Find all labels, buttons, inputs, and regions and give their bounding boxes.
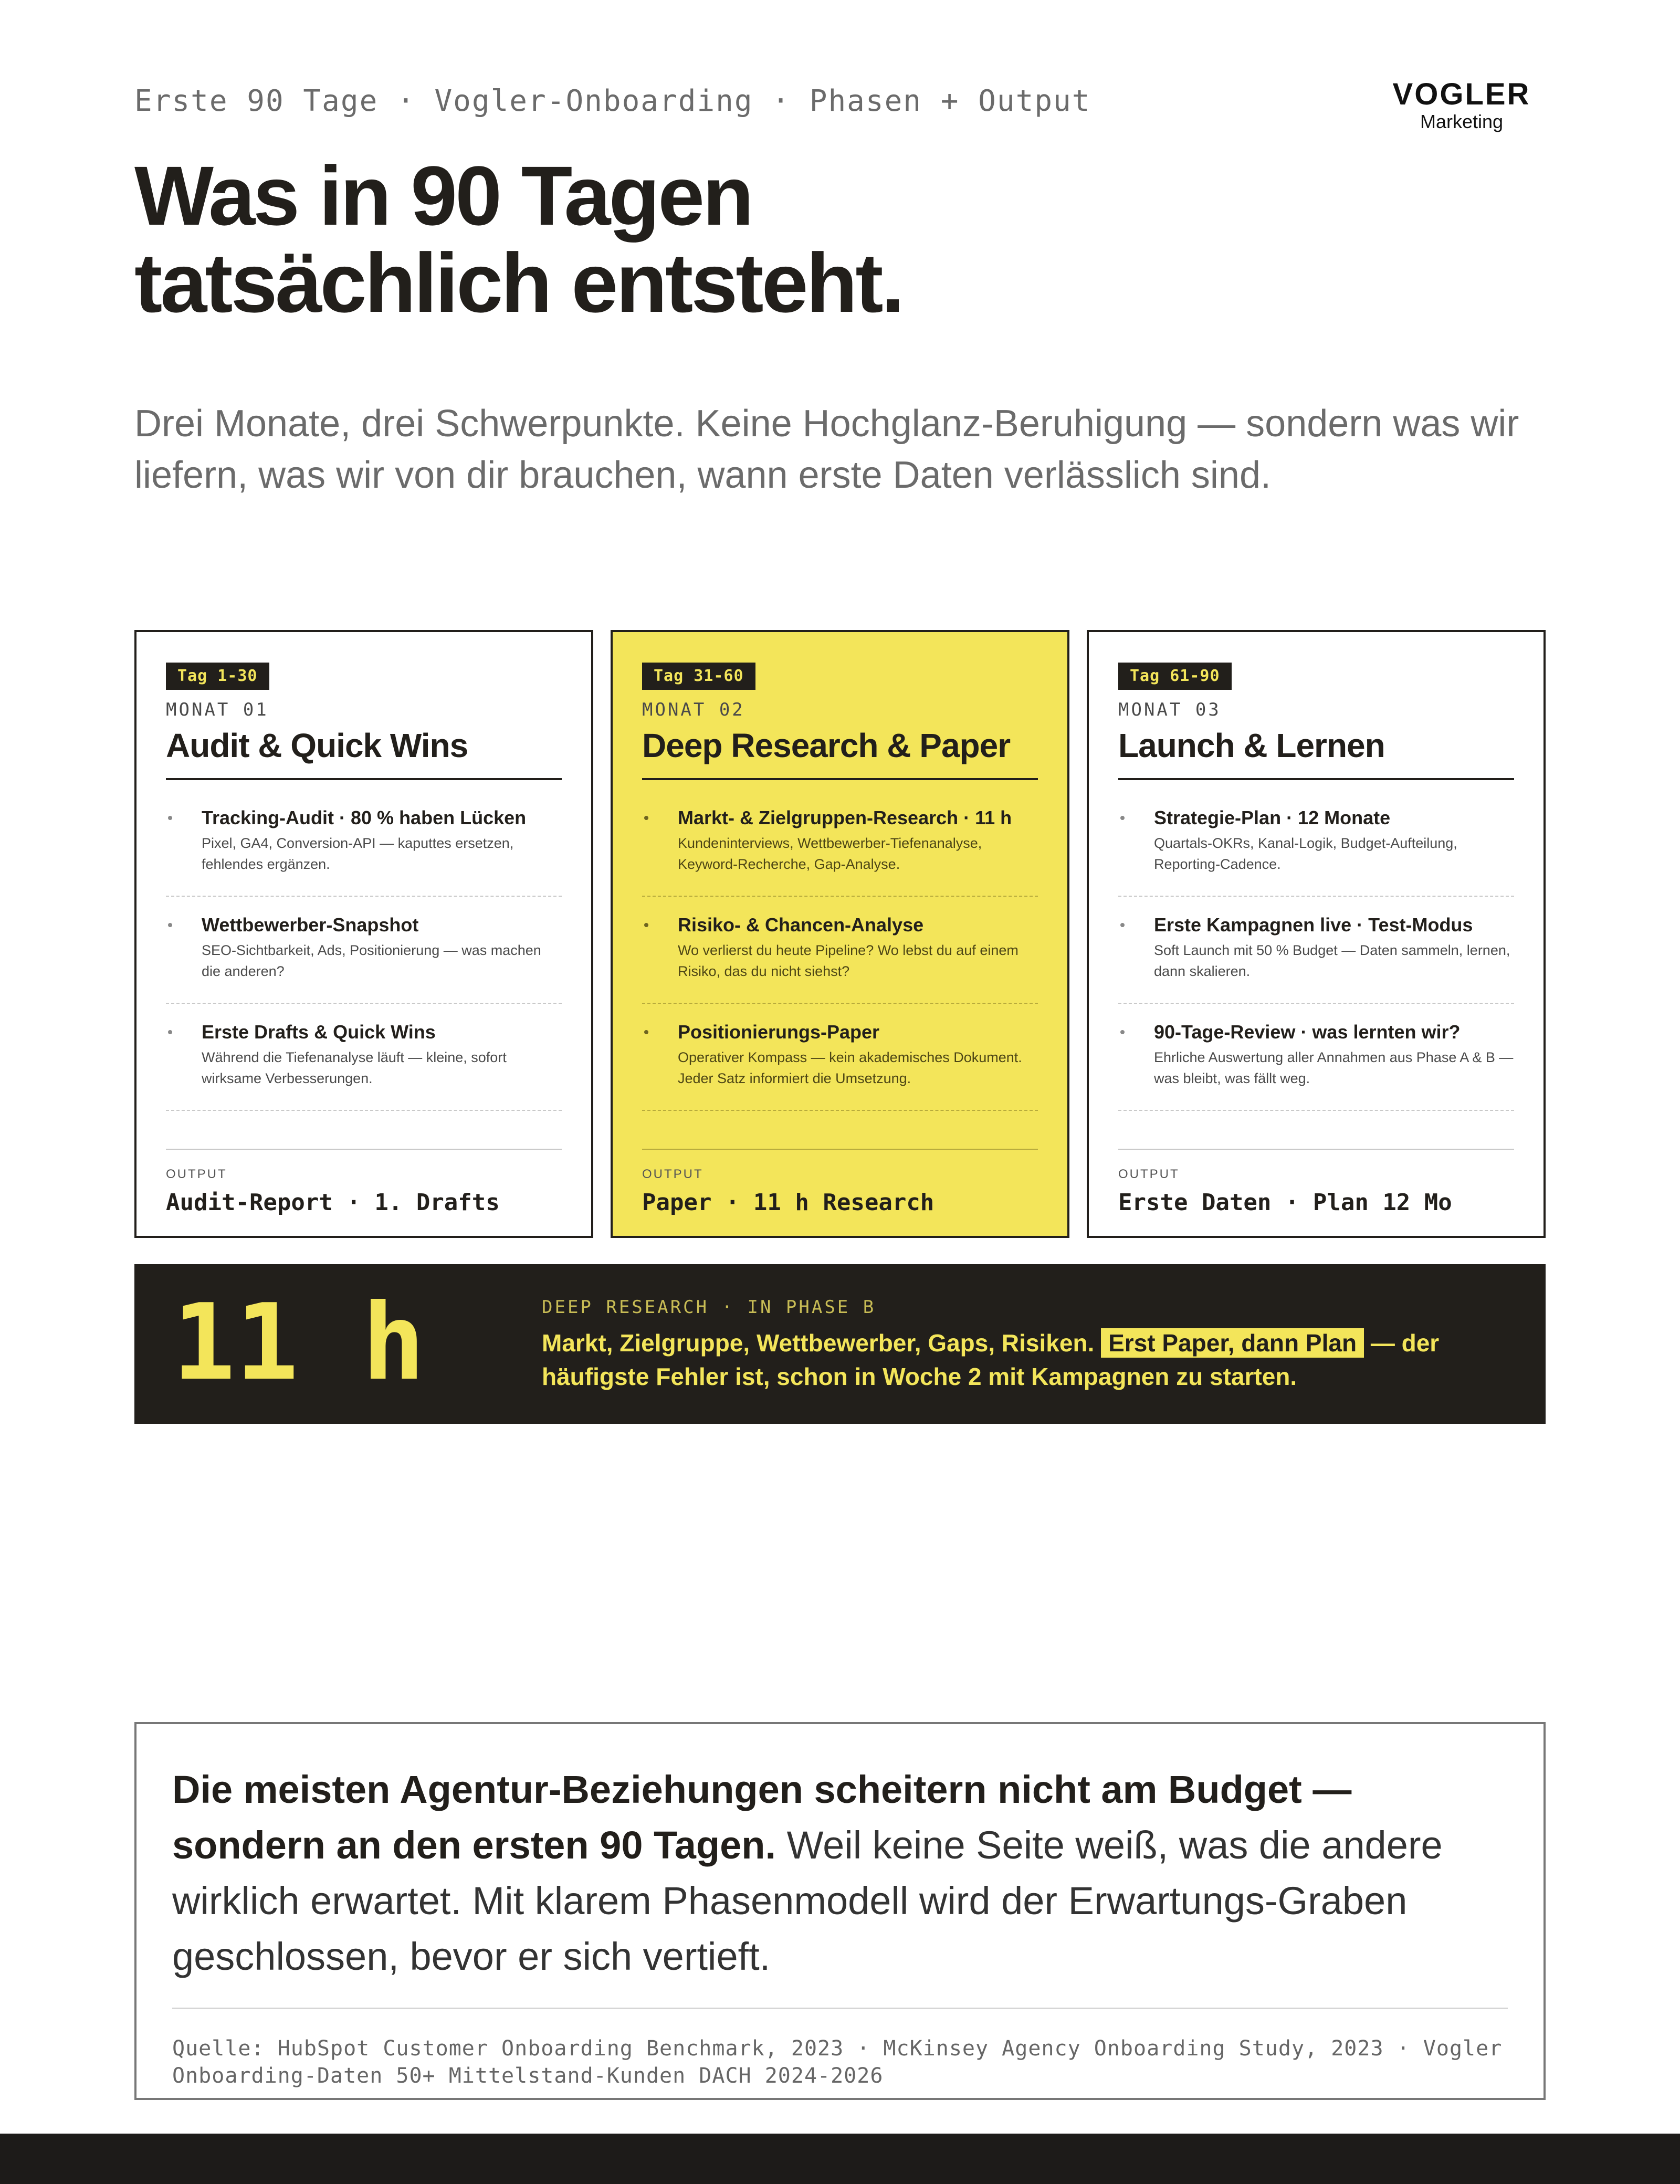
quote-text [172, 1762, 1508, 1984]
output-value: Paper · 11 h Research [642, 1189, 934, 1216]
bullet-icon [168, 923, 172, 927]
callout-kicker: DEEP RESEARCH · IN PHASE B [542, 1297, 876, 1318]
phase-title: Audit & Quick Wins [166, 724, 562, 780]
list-item [1118, 1004, 1514, 1111]
page-title [134, 149, 1184, 330]
callout-text-end: — der häufigste Fehler ist, schon in Woche 2 mit Kampagnen zu starten. [542, 1329, 1440, 1390]
item-description: SEO-Sichtbarkeit, Ads, Positionierung — was machen die anderen? [202, 942, 541, 979]
phase-items [166, 790, 562, 1111]
phase-output [642, 1149, 1038, 1217]
bullet-icon [644, 816, 648, 820]
item-title: Wettbewerber-Snapshot [202, 914, 419, 936]
item-title: 90-Tage-Review · was lernten wir? [1154, 1021, 1461, 1043]
footer-bar [0, 2134, 1680, 2184]
list-item [166, 1004, 562, 1111]
phase-month: MONAT 02 [642, 699, 745, 720]
phase-items [1118, 790, 1514, 1111]
output-label: OUTPUT [1118, 1167, 1180, 1181]
bullet-icon [1120, 816, 1125, 820]
item-title: Erste Drafts & Quick Wins [202, 1021, 436, 1043]
logo-subtitle: Marketing [1420, 111, 1504, 132]
phase-tag: Tag 31-60 [642, 663, 755, 690]
logo-name: VOGLER [1392, 77, 1531, 111]
list-item [1118, 897, 1514, 1004]
phase-output [166, 1149, 562, 1217]
phase-title: Deep Research & Paper [642, 724, 1038, 780]
intro-text: Drei Monate, drei Schwerpunkte. Keine Hochglanz-Beruhigung — sondern was wir liefern, was wir von dir brauchen, wann erste Daten verlässlich sind. [134, 403, 1519, 496]
phase-card-month-2 [611, 630, 1069, 1238]
bullet-icon [168, 816, 172, 820]
quote-rest: Weil keine Seite weiß, was die andere wirklich erwartet. Mit klarem Phasenmodell wird der Erwartungs-Graben geschlossen, bevor er sich vertieft. [172, 1823, 1443, 1978]
output-label: OUTPUT [642, 1167, 704, 1181]
source-note: Quelle: HubSpot Customer Onboarding Benchmark, 2023 · McKinsey Agency Onboarding Study, 2023 · Vogler Onboarding-Daten 50+ Mittelstand-Kunden DACH 2024-2026 [172, 2036, 1503, 2088]
phase-title: Launch & Lernen [1118, 724, 1514, 780]
item-title: Strategie-Plan · 12 Monate [1154, 807, 1391, 828]
output-value: Audit-Report · 1. Drafts [166, 1189, 500, 1216]
phase-card-month-1 [134, 630, 593, 1238]
output-value: Erste Daten · Plan 12 Mo [1118, 1189, 1452, 1216]
bullet-icon [168, 1030, 172, 1034]
eyebrow: Erste 90 Tage · Vogler-Onboarding · Phasen + Output [134, 84, 1091, 118]
research-callout [134, 1264, 1546, 1424]
list-item [642, 897, 1038, 1004]
item-title: Tracking-Audit · 80 % haben Lücken [202, 807, 527, 828]
phase-tag: Tag 1-30 [166, 663, 269, 690]
list-item [1118, 790, 1514, 897]
phase-month: MONAT 03 [1118, 699, 1221, 720]
phase-month: MONAT 01 [166, 699, 269, 720]
phase-output [1118, 1149, 1514, 1217]
list-item [642, 790, 1038, 897]
item-description: Soft Launch mit 50 % Budget — Daten sammeln, lernen, dann skalieren. [1154, 942, 1510, 979]
brand-logo [1378, 78, 1546, 132]
phase-card-month-3 [1087, 630, 1546, 1238]
divider [172, 2008, 1508, 2009]
big-number: 11 h [172, 1282, 425, 1404]
list-item [166, 897, 562, 1004]
bullet-icon [644, 923, 648, 927]
output-label: OUTPUT [166, 1167, 227, 1181]
callout-text-start: Markt, Zielgruppe, Wettbewerber, Gaps, Risiken. [542, 1329, 1101, 1357]
item-description: Pixel, GA4, Conversion-API — kaputtes ersetzen, fehlendes ergänzen. [202, 835, 514, 872]
callout-text [542, 1326, 1518, 1393]
bullet-icon [1120, 1030, 1125, 1034]
quote-box [134, 1722, 1546, 2100]
item-title: Positionierungs-Paper [678, 1021, 880, 1043]
list-item [642, 1004, 1038, 1111]
callout-highlight: Erst Paper, dann Plan [1101, 1328, 1364, 1358]
item-description: Ehrliche Auswertung aller Annahmen aus Phase A & B — was bleibt, was fällt weg. [1154, 1049, 1514, 1086]
phase-items [642, 790, 1038, 1111]
item-description: Kundeninterviews, Wettbewerber-Tiefenanalyse, Keyword-Recherche, Gap-Analyse. [678, 835, 982, 872]
quote-bold: Die meisten Agentur-Beziehungen scheitern nicht am Budget — sondern an den ersten 90 Tagen. [172, 1768, 1352, 1867]
item-title: Erste Kampagnen live · Test-Modus [1154, 914, 1473, 936]
bullet-icon [1120, 923, 1125, 927]
item-title: Markt- & Zielgruppen-Research · 11 h [678, 807, 1012, 828]
bullet-icon [644, 1030, 648, 1034]
item-description: Während die Tiefenanalyse läuft — kleine, sofort wirksame Verbesserungen. [202, 1049, 507, 1086]
item-description: Wo verlierst du heute Pipeline? Wo lebst du auf einem Risiko, das du nicht siehst? [678, 942, 1018, 979]
phase-tag: Tag 61-90 [1118, 663, 1232, 690]
item-description: Quartals-OKRs, Kanal-Logik, Budget-Aufteilung, Reporting-Cadence. [1154, 835, 1457, 872]
item-title: Risiko- & Chancen-Analyse [678, 914, 924, 936]
headline-line-2: tatsächlich entsteht. [134, 236, 903, 330]
headline-line-1: Was in 90 Tagen [134, 149, 752, 243]
list-item [166, 790, 562, 897]
phase-cards [134, 630, 1546, 1238]
item-description: Operativer Kompass — kein akademisches Dokument. Jeder Satz informiert die Umsetzung. [678, 1049, 1022, 1086]
